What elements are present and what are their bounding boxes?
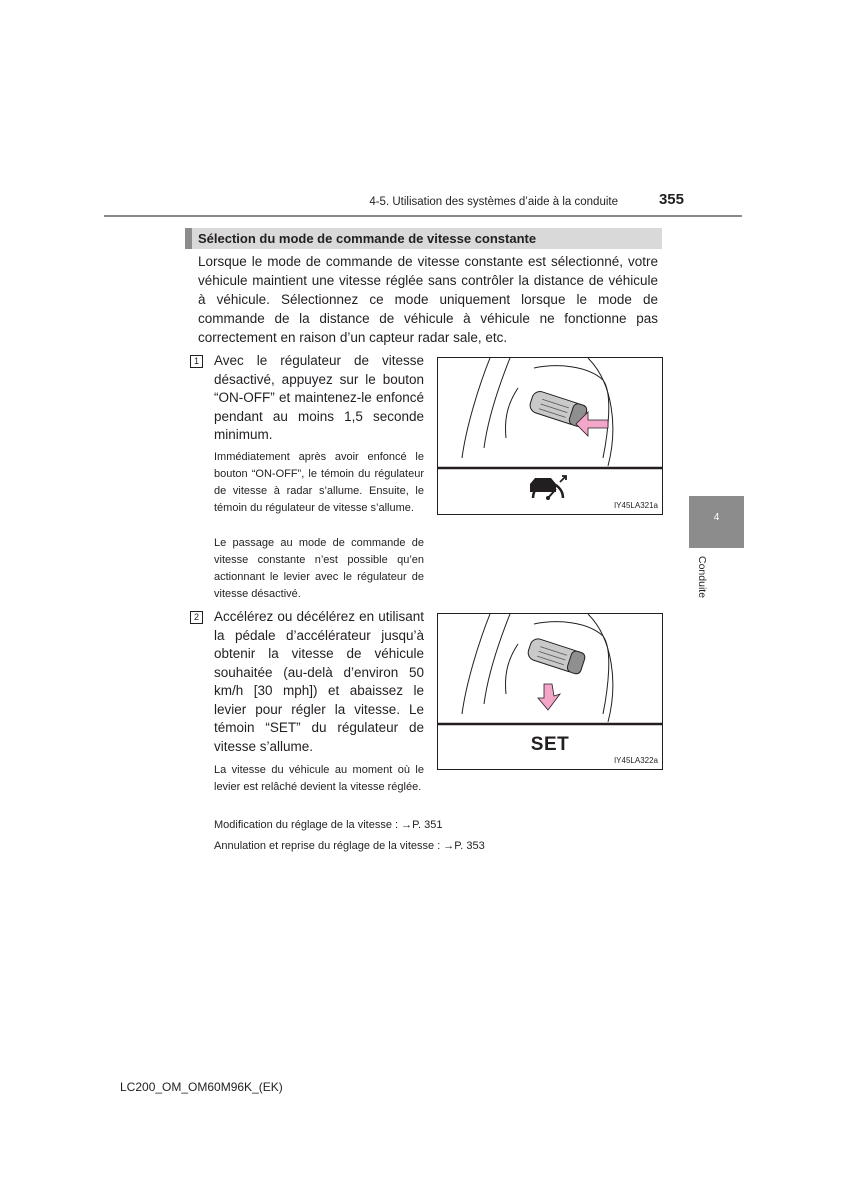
header-rule [104,215,742,217]
reference-cancel-resume: Annulation et reprise du réglage de la vitesse : →P. 353 [214,840,485,852]
figure-code: IY45LA321a [613,501,658,510]
step-1-note-2: Le passage au mode de commande de vitesse constante n’est possible qu’en actionnant le levier avec le régulateur de vitesse désactivé. [214,537,424,600]
chapter-tab-label-wrap [696,556,710,606]
step-2-text: Accélérez ou décélérez en utilisant la pédale d’accélérateur jusqu’à obtenir la vitesse de véhicule souhaitée (au-delà d’environ 50 km/h [30 mph]) et abaissez le levier pour régler la vitesse. Le témoin “SET” du régulateur de vitesse s’allume. [214,609,424,754]
chapter-tab-number: 4 [713,512,720,523]
figure-code: IY45LA322a [613,756,658,765]
footer-code: LC200_OM_OM60M96K_(EK) [120,1080,283,1094]
chapter-tab-label: Conduite [696,556,708,599]
page-number: 355 [658,191,684,208]
step-1-text: Avec le régulateur de vitesse désactivé, appuyez sur le bouton “ON-OFF” et maintenez-le enfoncé pendant au moins 1,5 seconde minimum. [214,353,424,442]
down-arrow [538,684,560,710]
figure-set-lever [437,613,663,770]
section-heading-accent [185,228,192,249]
reference-speed-adjust: Modification du réglage de la vitesse : →P. 351 [214,819,443,831]
section-title: Sélection du mode de commande de vitesse constante [198,231,537,246]
step-number-2: 2 [190,611,203,624]
running-header: 4-5. Utilisation des systèmes d’aide à la conduite [369,196,618,208]
set-indicator: SET [530,734,570,755]
step-1-note-1: Immédiatement après avoir enfoncé le bouton “ON-OFF”, le témoin du régulateur de vitesse à radar s’allume. Ensuite, le témoin du régulateur de vitesse s’allume. [214,451,424,514]
lever-press-illustration [438,358,662,514]
cruise-control-indicator-icon [530,476,566,500]
intro-paragraph: Lorsque le mode de commande de vitesse constante est sélectionné, votre véhicule maintient une vitesse réglée sans contrôler la distance de véhicule à véhicule. Sélectionnez ce mode uniquement lorsque le mode de commande de la distance de véhicule à véhicule ne fonctionne pas correctement en raison d’un capteur radar sale, etc. [198,254,658,345]
step-number-1: 1 [190,355,203,368]
figure-on-off-button [437,357,663,515]
step-2-note-1: La vitesse du véhicule au moment où le levier est relâché devient la vitesse réglée. [214,764,424,793]
